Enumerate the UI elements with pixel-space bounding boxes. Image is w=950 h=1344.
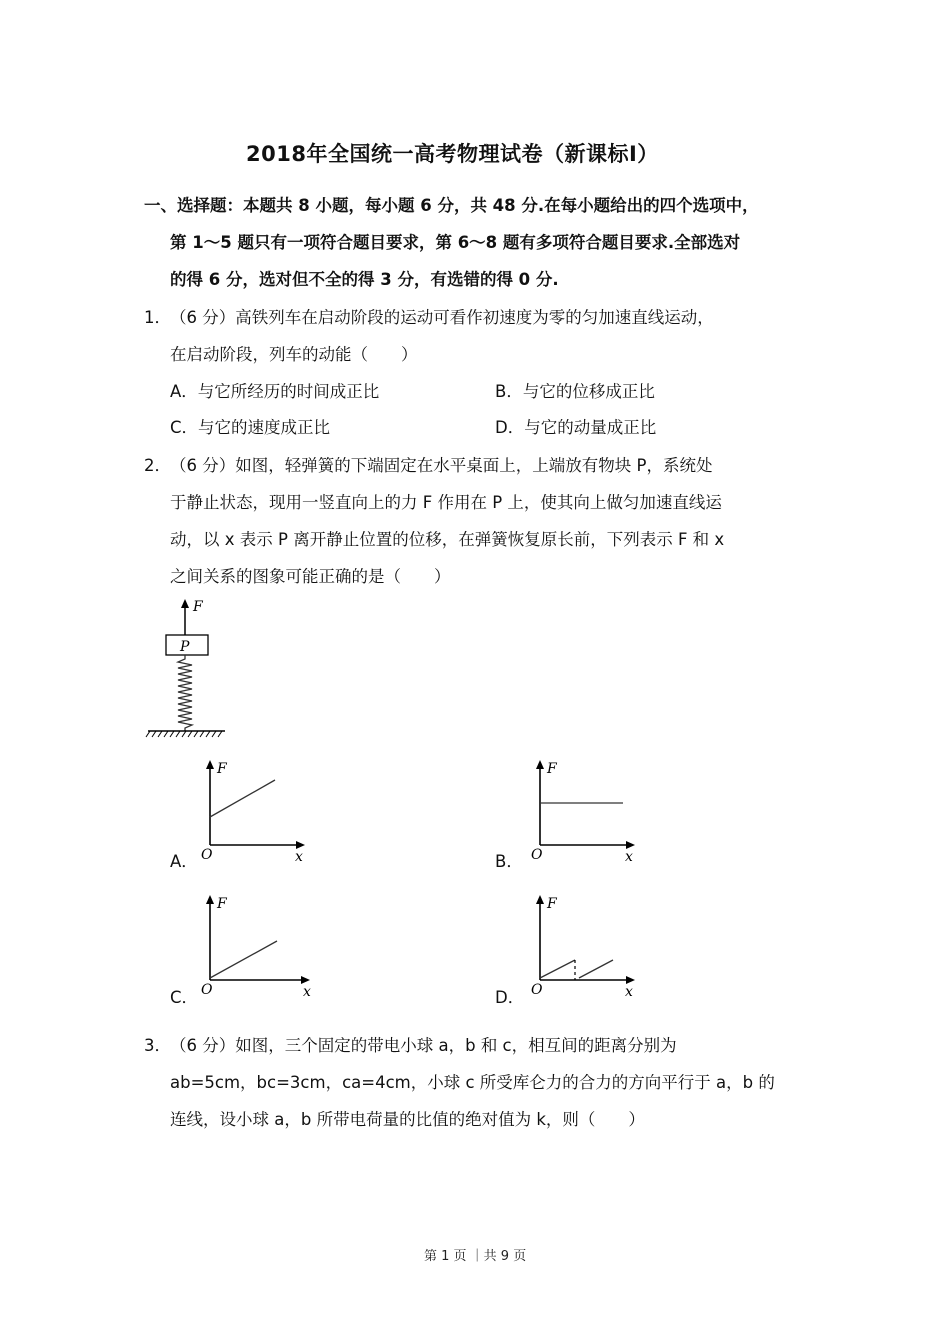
graph-c-label: C． <box>170 988 199 1007</box>
graph-c <box>195 890 320 1000</box>
question-3-line-3: 连线，设小球 a，b 所带电荷量的比值的绝对值为 k，则（ ） <box>170 1110 645 1129</box>
graph-c-origin: O <box>201 982 213 998</box>
graph-b-y-label: F <box>547 761 557 777</box>
question-2-line-4: 之间关系的图象可能正确的是（ ） <box>170 567 451 586</box>
question-3-number: 3． <box>144 1036 171 1055</box>
graph-c-y-arrow <box>206 895 214 904</box>
question-1-option-a: A．与它所经历的时间成正比 <box>170 382 380 401</box>
question-3-line-2: ab=5cm，bc=3cm，ca=4cm，小球 c 所受库仑力的合力的方向平行于 a，b 的 <box>170 1073 775 1092</box>
graph-d-x-arrow <box>626 976 635 984</box>
graph-c-y-label: F <box>217 896 227 912</box>
question-1-option-c: C．与它的速度成正比 <box>170 418 331 437</box>
graph-d-y-label: F <box>547 896 557 912</box>
graph-b-y-arrow <box>536 760 544 769</box>
graph-d-line-1 <box>540 960 575 978</box>
graph-b-x-label: x <box>625 849 633 865</box>
graph-b-x-arrow <box>626 841 635 849</box>
table-hatching <box>146 731 222 737</box>
graph-c-x-label: x <box>303 984 311 1000</box>
graph-a-x-arrow <box>296 841 305 849</box>
question-1-line-2: 在启动阶段，列车的动能（ ） <box>170 345 418 364</box>
spring <box>178 655 192 731</box>
graph-a-y-label: F <box>217 761 227 777</box>
graph-a <box>195 755 315 865</box>
graph-a-label: A． <box>170 852 198 871</box>
question-3-line-1: （6 分）如图，三个固定的带电小球 a，b 和 c，相互间的距离分别为 <box>170 1036 677 1055</box>
graph-a-x-label: x <box>295 849 303 865</box>
spring-block-figure <box>140 595 240 745</box>
graph-b-origin: O <box>531 847 543 863</box>
question-1-option-b: B．与它的位移成正比 <box>495 382 655 401</box>
question-2-line-2: 于静止状态，现用一竖直向上的力 F 作用在 P 上，使其向上做匀加速直线运 <box>170 493 722 512</box>
question-2-number: 2． <box>144 456 171 475</box>
section-instructions-line-1: 一、选择题：本题共 8 小题，每小题 6 分，共 48 分.在每小题给出的四个选项中， <box>144 196 759 215</box>
graph-a-y-arrow <box>206 760 214 769</box>
graph-b-label: B． <box>495 852 523 871</box>
force-label: F <box>193 599 203 615</box>
force-arrow-head <box>181 599 189 608</box>
block-label: P <box>180 639 190 655</box>
graph-c-x-arrow <box>301 976 310 984</box>
graph-a-line <box>210 780 275 817</box>
question-2-line-3: 动，以 x 表示 P 离开静止位置的位移，在弹簧恢复原长前，下列表示 F 和 x <box>170 530 725 549</box>
graph-a-origin: O <box>201 847 213 863</box>
section-instructions-line-3: 的得 6 分，选对但不全的得 3 分，有选错的得 0 分. <box>170 270 559 289</box>
question-1-line-1: （6 分）高铁列车在启动阶段的运动可看作初速度为零的匀加速直线运动， <box>170 308 714 327</box>
question-1-option-d: D．与它的动量成正比 <box>495 418 657 437</box>
graph-c-line <box>210 941 277 978</box>
page-footer: 第 1 页 ｜共 9 页 <box>424 1249 527 1264</box>
question-1-number: 1． <box>144 308 171 327</box>
graph-d <box>525 890 645 1000</box>
graph-d-y-arrow <box>536 895 544 904</box>
graph-d-origin: O <box>531 982 543 998</box>
graph-b <box>525 755 645 865</box>
graph-d-x-label: x <box>625 984 633 1000</box>
graph-d-label: D． <box>495 988 525 1007</box>
section-instructions-line-2: 第 1～5 题只有一项符合题目要求，第 6～8 题有多项符合题目要求.全部选对 <box>170 233 741 252</box>
page-title: 2018年全国统一高考物理试卷（新课标Ⅰ） <box>246 142 659 166</box>
graph-d-line-2 <box>579 960 613 978</box>
question-2-line-1: （6 分）如图，轻弹簧的下端固定在水平桌面上，上端放有物块 P，系统处 <box>170 456 713 475</box>
